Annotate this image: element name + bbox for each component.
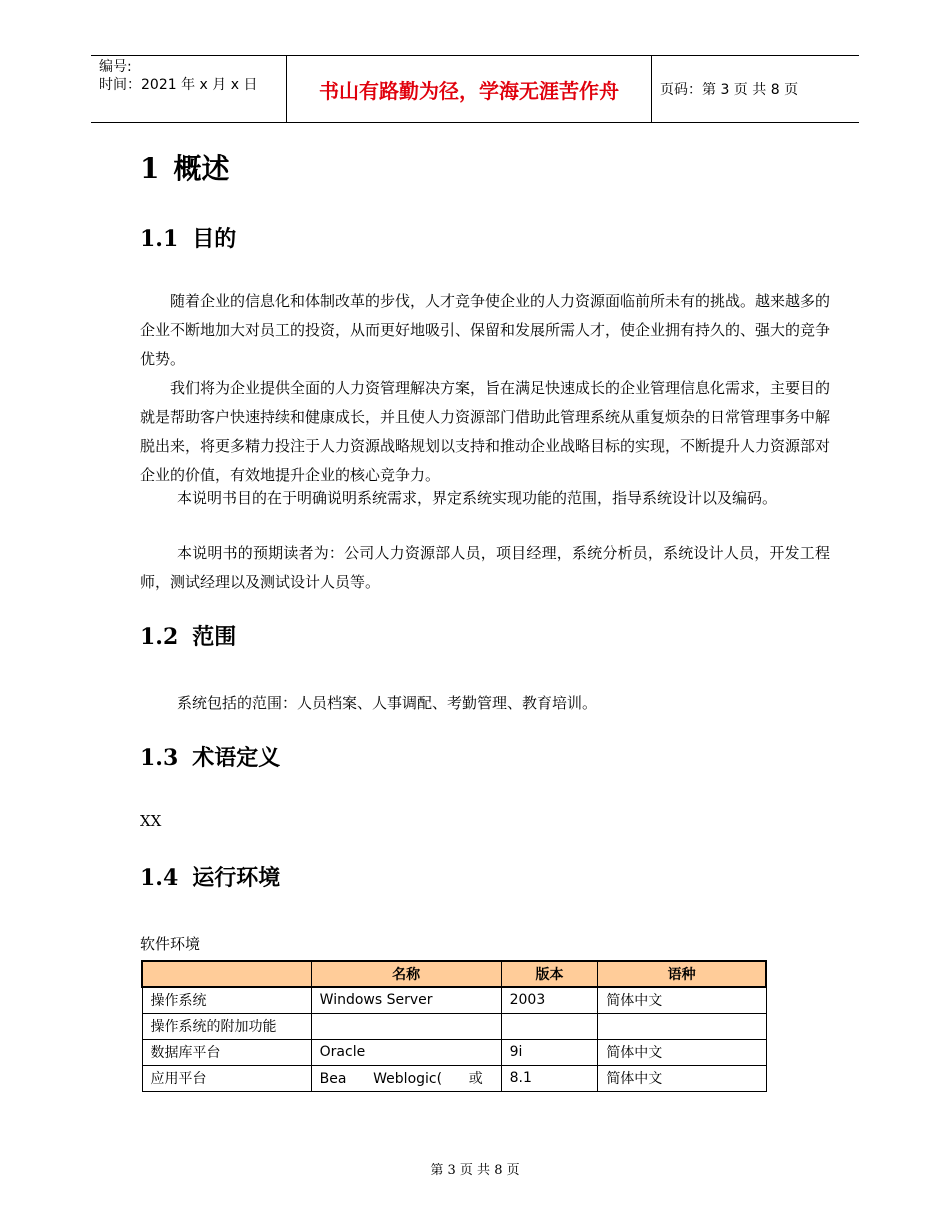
table-row (142, 987, 766, 1013)
table-cell: Windows Server (311, 987, 501, 1013)
software-env-label: 软件环境 (140, 935, 201, 953)
subsection-title: 目的 (192, 227, 237, 252)
section-heading (140, 147, 230, 187)
subsection-heading-purpose (140, 222, 236, 253)
table-cell: 简体中文 (598, 987, 766, 1013)
table-row (142, 1065, 766, 1091)
table-row (142, 1013, 766, 1039)
paragraph: 随着企业的信息化和体制改革的步伐，人才竞争使企业的人力资源面临前所未有的挑战。越来越多的企业不断地加大对员工的投资，从而更好地吸引、保留和发展所需人才，使企业拥有持久的、强大的竞争优势。 (140, 292, 831, 368)
table-cell: Oracle (311, 1039, 501, 1065)
table-header-row (142, 961, 766, 987)
serial-label: 编号: (99, 59, 132, 75)
header-motto: 书山有路勤为径，学海无涯苦作舟 (286, 56, 652, 122)
subsection-title: 术语定义 (192, 746, 281, 771)
page-header (91, 55, 859, 123)
subsection-title: 运行环境 (192, 866, 281, 891)
subsection-number: 1.3 (140, 745, 179, 771)
table-cell: 简体中文 (598, 1039, 766, 1065)
subsection-number: 1.4 (140, 865, 179, 891)
table-cell: 应用平台 (142, 1065, 311, 1091)
section-number: 1 (140, 152, 160, 185)
subsection-number: 1.2 (140, 624, 179, 650)
subsection-heading-environment (140, 861, 280, 892)
subsection-number: 1.1 (140, 226, 179, 252)
paragraph: 我们将为企业提供全面的人力资管理解决方案，旨在满足快速成长的企业管理信息化需求，主要目的就是帮助客户快速持续和健康成长，并且使人力资源部门借助此管理系统从重复烦杂的日常管理事务中解脱出来，将更多精力投注于人力资源战略规划以支持和推动企业战略目标的实现，不断提升人力资源部对企业的价值，有效地提升企业的核心竞争力。 (140, 379, 831, 484)
subsection-title: 范围 (192, 625, 237, 650)
time-label: 时间：2021 年 x 月 x 日 (99, 77, 258, 93)
table-cell: 数据库平台 (142, 1039, 311, 1065)
table-cell: 操作系统的附加功能 (142, 1013, 311, 1039)
table-cell: 2003 (501, 987, 598, 1013)
header-page-info: 页码：第 3 页 共 8 页 (660, 82, 799, 98)
scope-text: 系统包括的范围：人员档案、人事调配、考勤管理、教育培训。 (177, 694, 598, 712)
terms-text: XX (140, 812, 162, 830)
table-cell: 8.1 (501, 1065, 598, 1091)
table-cell: Bea Weblogic( 或 (311, 1065, 501, 1091)
table-cell: 9i (501, 1039, 598, 1065)
table-cell (501, 1013, 598, 1039)
paragraph: 本说明书的预期读者为：公司人力资源部人员，项目经理，系统分析员，系统设计人员，开发工程师，测试经理以及测试设计人员等。 (140, 544, 830, 591)
table-header-cell (142, 961, 311, 987)
table-cell: 简体中文 (598, 1065, 766, 1091)
page-footer: 第 3 页 共 8 页 (430, 1163, 520, 1178)
header-meta (91, 56, 286, 122)
table-cell: 操作系统 (142, 987, 311, 1013)
table-cell (311, 1013, 501, 1039)
table-row (142, 1039, 766, 1065)
table-header-cell: 版本 (501, 961, 598, 987)
subsection-heading-scope (140, 620, 236, 651)
paragraph: 本说明书目的在于明确说明系统需求，界定系统实现功能的范围，指导系统设计以及编码。 (177, 489, 778, 507)
subsection-heading-terms (140, 741, 280, 772)
section-title: 概述 (173, 152, 230, 185)
table-header-cell: 名称 (311, 961, 501, 987)
software-environment-table (141, 960, 767, 1092)
table-header-cell: 语种 (598, 961, 766, 987)
table-cell (598, 1013, 766, 1039)
